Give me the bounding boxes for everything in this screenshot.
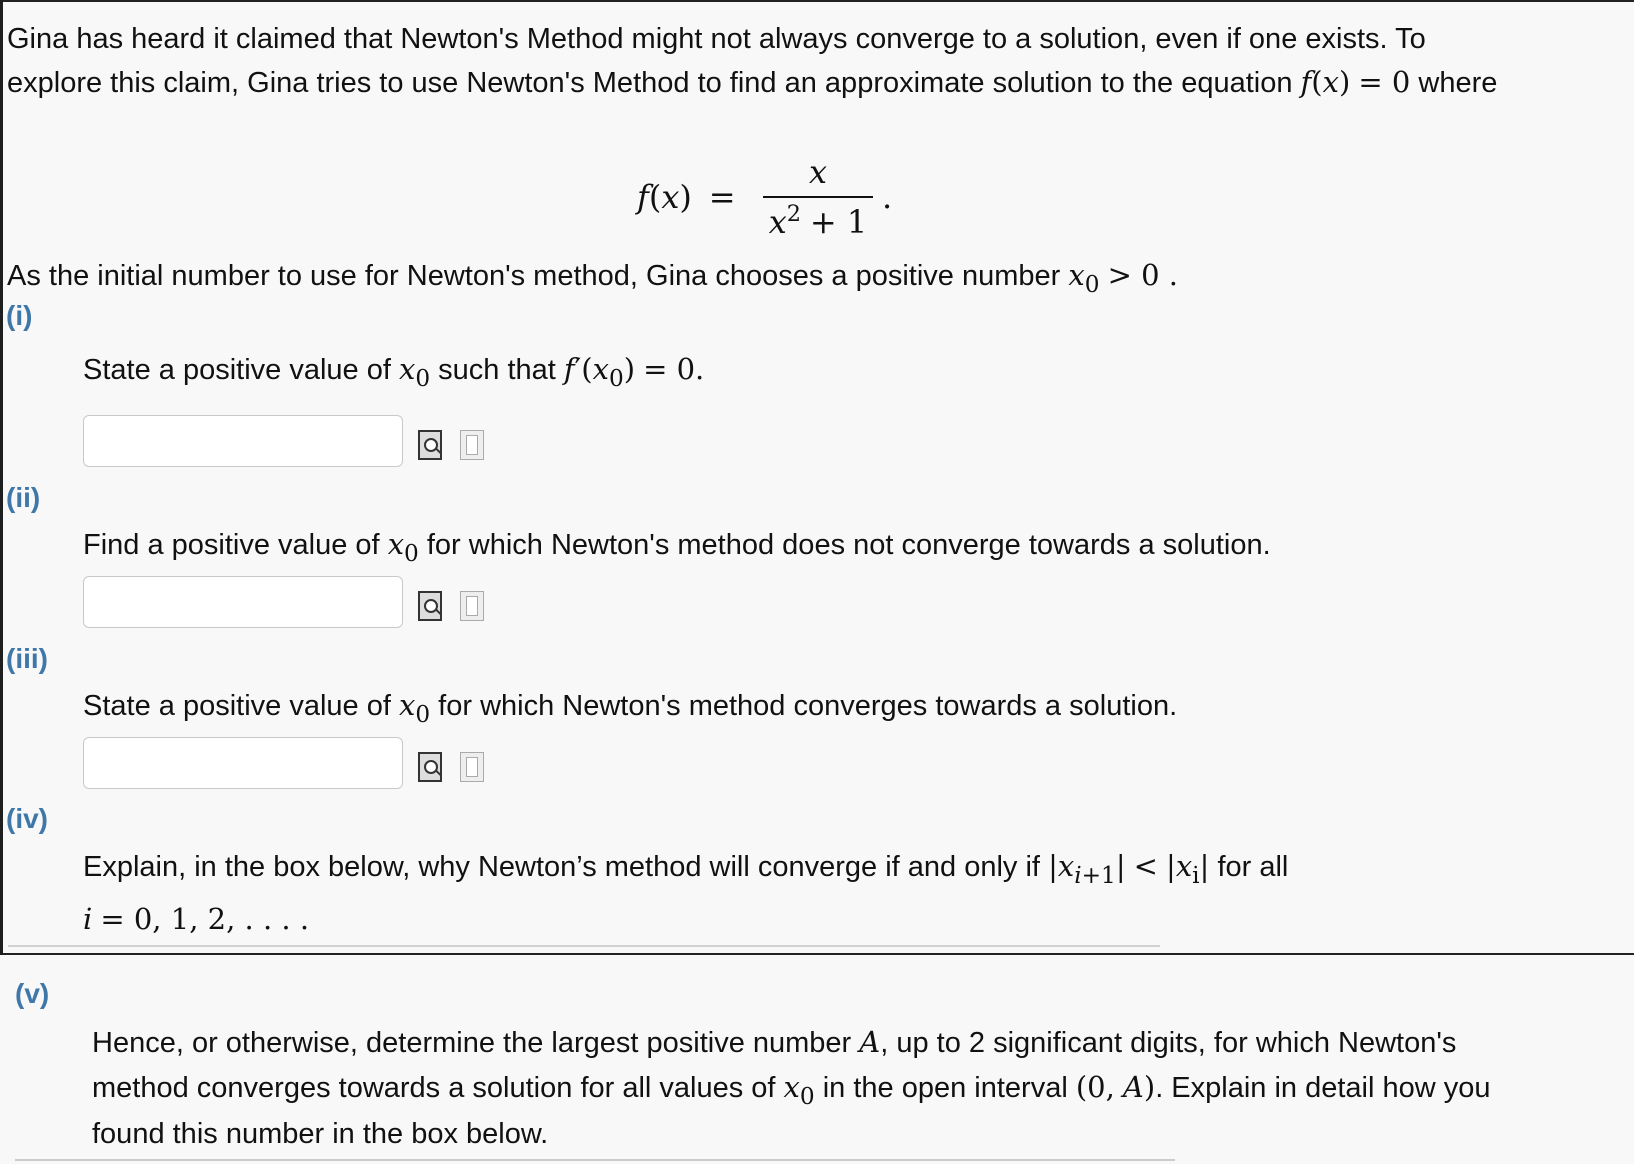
preview-icon[interactable]	[418, 430, 442, 460]
answer-input-iii[interactable]	[83, 737, 403, 789]
part-label-i: (i)	[6, 300, 33, 331]
window-left-border	[0, 0, 3, 955]
fraction	[763, 150, 873, 244]
answer-box-edge	[8, 945, 1160, 947]
fraction-bar	[763, 196, 873, 198]
part-label-v: (v)	[15, 978, 50, 1009]
fraction-denominator: $x^2 + 1$	[768, 200, 868, 241]
question-iv-line-2: i = 0, 1, 2, . . . .	[83, 902, 310, 936]
question-iv: Explain, in the box below, why Newton’s method will converge if and only if $|x_{i+1}| < |x_i|$ for all	[83, 849, 1289, 890]
question-iii: State a positive value of $x_0$ for which Newton's method converges towards a solution.	[83, 688, 1178, 729]
question-v-line-3: found this number in the box below.	[92, 1118, 549, 1150]
window-top-border	[0, 0, 1634, 2]
paste-icon[interactable]	[460, 591, 484, 621]
initial-guess-statement: As the initial number to use for Newton's method, Gina chooses a positive number $x_0 > 0$ .	[7, 258, 1178, 299]
question-v-line-2: method converges towards a solution for all values of $x_0$ in the open interval (0, A). Explain in detail how you	[92, 1070, 1491, 1111]
intro-line-1: Gina has heard it claimed that Newton's Method might not always converge to a solution, even if one exists. To	[7, 23, 1426, 55]
paste-icon[interactable]	[460, 430, 484, 460]
answer-input-i[interactable]	[83, 415, 403, 467]
answer-input-ii[interactable]	[83, 576, 403, 628]
part-label-iii: (iii)	[6, 643, 48, 674]
intro-line-2: explore this claim, Gina tries to use Newton's Method to find an approximate solution to the equation f(x) = 0 where	[7, 65, 1498, 99]
answer-box-edge	[15, 1159, 1175, 1161]
paste-icon[interactable]	[460, 752, 484, 782]
question-ii: Find a positive value of $x_0$ for which Newton's method does not converge towards a solution.	[83, 527, 1271, 568]
preview-icon[interactable]	[418, 591, 442, 621]
part-label-ii: (ii)	[6, 482, 41, 513]
question-i: State a positive value of $x_0$ such that $f'(x_0) = 0$.	[83, 352, 705, 393]
preview-icon[interactable]	[418, 752, 442, 782]
fraction-numerator: x	[808, 153, 828, 191]
problem-intro	[7, 18, 1627, 105]
question-v	[92, 1020, 1612, 1156]
question-v-line-1: Hence, or otherwise, determine the largest positive number A, up to 2 significant digits, for which Newton's	[92, 1025, 1457, 1059]
part-label-iv: (iv)	[6, 803, 48, 834]
